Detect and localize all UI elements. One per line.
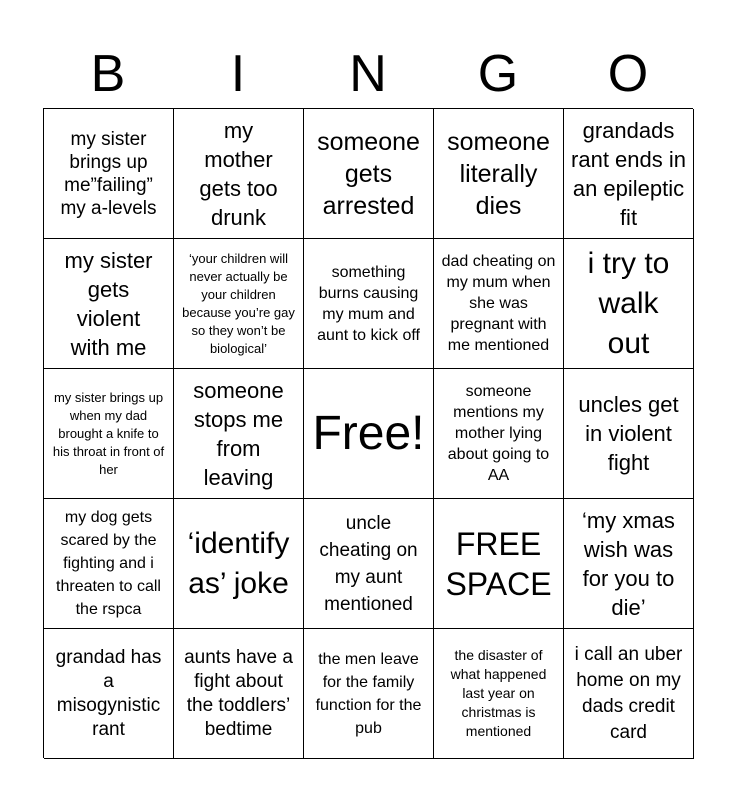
bingo-cell[interactable] [44,499,174,629]
bingo-cell[interactable] [564,369,694,499]
cell-text: someone gets arrested [317,127,420,220]
bingo-cell[interactable] [434,369,564,499]
bingo-cell[interactable] [434,109,564,239]
cell-text: ‘my xmas wish was for you to die’ [582,507,675,620]
cell-text: my sister gets violent with me [64,247,153,360]
bingo-cell[interactable] [564,109,694,239]
bingo-cell[interactable] [564,629,694,759]
free-space-cell[interactable] [434,499,564,629]
cell-text: aunts have a fight about the toddlers’ bedtime [184,646,293,740]
bingo-cell[interactable] [174,109,304,239]
bingo-cell[interactable] [174,499,304,629]
bingo-cell[interactable] [564,499,694,629]
bingo-card [43,108,693,758]
cell-text: my sister brings up me”failing” my a-levels [60,128,157,219]
cell-text: ‘identify as’ joke [187,526,290,600]
header-letter-i: I [230,45,246,103]
cell-text: grandad has a misogynistic rant [55,646,162,740]
cell-text: the men leave for the family function for the pub [315,650,422,737]
bingo-cell[interactable] [304,239,434,369]
cell-text: FREE SPACE [445,525,552,602]
cell-text: someone mentions my mother lying about going to AA [447,383,550,484]
bingo-header [43,40,693,108]
header-letter-g: G [477,45,519,103]
header-letter-n: N [349,45,387,103]
bingo-cell[interactable] [434,239,564,369]
bingo-cell[interactable] [174,369,304,499]
cell-text: grandads rant ends in an epileptic fit [571,117,686,230]
free-cell[interactable] [304,369,434,499]
bingo-cell[interactable] [44,369,174,499]
bingo-cell[interactable] [304,629,434,759]
cell-text: someone literally dies [447,127,550,220]
cell-text: something burns causing my mum and aunt to kick off [317,263,420,344]
cell-text: my dog gets scared by the fighting and i threaten to call the rspca [56,509,161,618]
cell-text: my sister brings up when my dad brought a knife to his throat in front of her [52,389,165,477]
bingo-cell[interactable] [44,629,174,759]
cell-text: i try to walk out [587,246,670,360]
header-letter-b: B [90,45,126,103]
cell-text: dad cheating on my mum when she was pregnant with me mentioned [441,253,556,354]
bingo-cell[interactable] [304,109,434,239]
cell-text: my mother gets too drunk [199,117,278,230]
header-letter-o: O [607,45,649,103]
cell-text: ‘your children will never actually be your children because you’re gay so they won’t be biological’ [182,250,295,356]
bingo-cell[interactable] [304,499,434,629]
bingo-cell[interactable] [434,629,564,759]
bingo-cell[interactable] [174,629,304,759]
cell-text: uncle cheating on my aunt mentioned [319,512,418,615]
cell-text: someone stops me from leaving [193,377,284,490]
bingo-cell[interactable] [44,109,174,239]
cell-text: i call an uber home on my dads credit card [574,643,683,743]
cell-text: Free! [312,406,425,460]
bingo-cell[interactable] [44,239,174,369]
cell-text: uncles get in violent fight [578,392,679,475]
bingo-cell[interactable] [174,239,304,369]
bingo-cell[interactable] [564,239,694,369]
cell-text: the disaster of what happened last year on christmas is mentioned [450,647,547,739]
